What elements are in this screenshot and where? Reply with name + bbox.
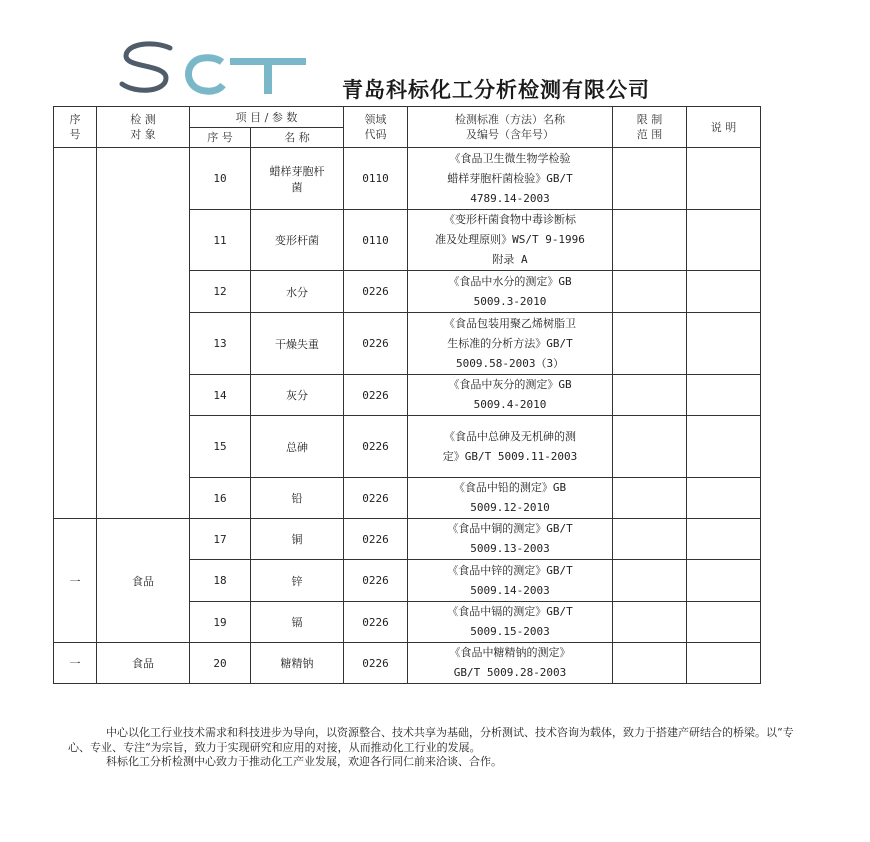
row-no: 16: [190, 478, 251, 519]
group-target: 食品: [97, 519, 190, 643]
row-code: 0226: [344, 519, 408, 560]
row-limit: [613, 375, 687, 416]
row-name: 镉: [251, 602, 344, 643]
footer-paragraph: 中心以化工行业技术需求和科技进步为导向，以资源整合、技术共享为基础，分析测试、技术咨询为载体，致力于搭建产研结合的桥梁。以“专心、专业、专注“为宗旨，致力于实现研究和应用的对接，从而推动化工行业的发展。: [68, 726, 794, 754]
row-code: 0226: [344, 560, 408, 602]
row-no: 12: [190, 271, 251, 313]
row-name: 铅: [251, 478, 344, 519]
test-items-table: [53, 106, 761, 684]
row-note: [687, 478, 761, 519]
row-note: [687, 271, 761, 313]
row-note: [687, 210, 761, 271]
row-code: 0226: [344, 313, 408, 375]
row-standard: 《食品中镉的测定》GB/T 5009.15-2003: [408, 602, 613, 643]
row-code: 0226: [344, 375, 408, 416]
row-standard: 《食品包装用聚乙烯树脂卫 生标准的分析方法》GB/T 5009.58-2003（3）: [408, 313, 613, 375]
row-limit: [613, 210, 687, 271]
row-standard: 《食品中铅的测定》GB 5009.12-2010: [408, 478, 613, 519]
row-limit: [613, 643, 687, 684]
row-note: [687, 416, 761, 478]
row-standard: 《食品中铜的测定》GB/T 5009.13-2003: [408, 519, 613, 560]
row-name: 变形杆菌: [251, 210, 344, 271]
row-no: 19: [190, 602, 251, 643]
row-code: 0226: [344, 416, 408, 478]
row-note: [687, 643, 761, 684]
header-target: 检 测 对 象: [97, 107, 190, 148]
table-row: [54, 519, 761, 560]
row-name: 锌: [251, 560, 344, 602]
group-target: 食品: [97, 643, 190, 684]
row-limit: [613, 148, 687, 210]
row-name: 干燥失重: [251, 313, 344, 375]
page-header: [0, 0, 870, 104]
row-no: 17: [190, 519, 251, 560]
row-no: 10: [190, 148, 251, 210]
row-standard: 《食品中灰分的测定》GB 5009.4-2010: [408, 375, 613, 416]
row-standard: 《食品中糖精钠的测定》 GB/T 5009.28-2003: [408, 643, 613, 684]
header-limit: 限 制 范 围: [613, 107, 687, 148]
sct-logo: [118, 38, 308, 96]
table-row: [54, 148, 761, 210]
row-limit: [613, 271, 687, 313]
header-item-group: 项 目 / 参 数: [190, 107, 344, 128]
group-seq: [54, 148, 97, 519]
row-standard: 《变形杆菌食物中毒诊断标 准及处理原则》WS/T 9-1996 附录 A: [408, 210, 613, 271]
row-no: 15: [190, 416, 251, 478]
row-code: 0226: [344, 602, 408, 643]
table-row: [54, 643, 761, 684]
group-seq: 一: [54, 643, 97, 684]
row-limit: [613, 519, 687, 560]
row-no: 18: [190, 560, 251, 602]
row-name: 铜: [251, 519, 344, 560]
header-item-seq: 序 号: [190, 128, 251, 148]
row-no: 11: [190, 210, 251, 271]
row-limit: [613, 416, 687, 478]
row-note: [687, 375, 761, 416]
footer-paragraph: 科标化工分析检测中心致力于推动化工产业发展，欢迎各行同仁前来洽谈、合作。: [106, 755, 502, 768]
row-limit: [613, 560, 687, 602]
row-note: [687, 313, 761, 375]
row-standard: 《食品中锌的测定》GB/T 5009.14-2003: [408, 560, 613, 602]
row-name: 糖精钠: [251, 643, 344, 684]
group-target: [97, 148, 190, 519]
row-code: 0110: [344, 210, 408, 271]
group-seq: 一: [54, 519, 97, 643]
header-seq: 序 号: [54, 107, 97, 148]
row-note: [687, 602, 761, 643]
row-code: 0226: [344, 271, 408, 313]
header-standard: 检测标准（方法）名称 及编号（含年号）: [408, 107, 613, 148]
row-no: 14: [190, 375, 251, 416]
row-limit: [613, 602, 687, 643]
row-name: 总砷: [251, 416, 344, 478]
row-note: [687, 560, 761, 602]
row-name: 蜡样芽胞杆 菌: [251, 148, 344, 210]
header-note: 说 明: [687, 107, 761, 148]
row-standard: 《食品卫生微生物学检验 蜡样芽胞杆菌检验》GB/T 4789.14-2003: [408, 148, 613, 210]
row-name: 灰分: [251, 375, 344, 416]
row-limit: [613, 478, 687, 519]
row-no: 20: [190, 643, 251, 684]
row-code: 0110: [344, 148, 408, 210]
row-code: 0226: [344, 643, 408, 684]
company-name: 青岛科标化工分析检测有限公司: [342, 78, 650, 102]
row-name: 水分: [251, 271, 344, 313]
row-note: [687, 148, 761, 210]
footer-text: [68, 726, 798, 770]
row-standard: 《食品中总砷及无机砷的测 定》GB/T 5009.11-2003: [408, 416, 613, 478]
row-limit: [613, 313, 687, 375]
row-no: 13: [190, 313, 251, 375]
header-item-name: 名 称: [251, 128, 344, 148]
row-standard: 《食品中水分的测定》GB 5009.3-2010: [408, 271, 613, 313]
row-note: [687, 519, 761, 560]
header-domain-code: 领域 代码: [344, 107, 408, 148]
row-code: 0226: [344, 478, 408, 519]
